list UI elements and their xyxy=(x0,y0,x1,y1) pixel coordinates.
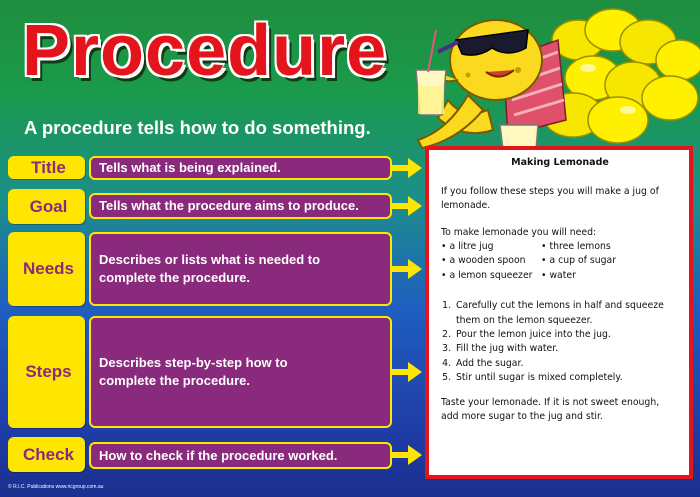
label-title: Title xyxy=(8,156,85,179)
publisher-credit: © R.I.C. Publications www.ricgroup.com.au xyxy=(8,484,104,490)
card-steps-list xyxy=(441,299,679,385)
card-goal: If you follow these steps you will make a jug of lemonade. xyxy=(441,185,659,212)
step-item: 1. Carefully cut the lemons in half and squeeze them on the lemon squeezer. xyxy=(454,299,679,328)
desc-needs: Describes or lists what is needed to complete the procedure. xyxy=(89,232,392,306)
arrow-head-steps xyxy=(408,362,422,382)
label-goal: Goal xyxy=(8,189,85,224)
label-check: Check xyxy=(8,437,85,472)
label-needs: Needs xyxy=(8,232,85,306)
desc-steps: Describes step-by-step how to complete the procedure. xyxy=(89,316,392,428)
poster-title: Procedure xyxy=(22,11,388,91)
need-item: • water xyxy=(541,269,576,281)
need-item: • a litre jug xyxy=(441,240,494,252)
need-item: • three lemons xyxy=(541,240,611,252)
label-steps: Steps xyxy=(8,316,85,428)
arrow-head-needs xyxy=(408,259,422,279)
arrow-head-goal xyxy=(408,196,422,216)
desc-title: Tells what is being explained. xyxy=(89,156,392,180)
step-item: 5. Stir until sugar is mixed completely. xyxy=(454,371,679,385)
card-title: Making Lemonade xyxy=(511,157,609,168)
poster-subtitle: A procedure tells how to do something. xyxy=(24,117,371,138)
card-needs-intro: To make lemonade you will need: xyxy=(441,226,597,238)
desc-goal: Tells what the procedure aims to produce. xyxy=(89,193,392,219)
need-item: • a wooden spoon xyxy=(441,255,526,267)
need-item: • a lemon squeezer xyxy=(441,269,533,281)
need-item: • a cup of sugar xyxy=(541,255,617,267)
card-check: Taste your lemonade. If it is not sweet enough, add more sugar to the jug and stir. xyxy=(441,396,660,422)
step-item: 2. Pour the lemon juice into the jug. xyxy=(454,328,679,342)
card-needs-list xyxy=(441,240,679,283)
arrow-head-check xyxy=(408,445,422,465)
lemon-mascot-illustration xyxy=(408,0,700,150)
step-item: 4. Add the sugar. xyxy=(454,357,679,371)
lemonade-example-card xyxy=(425,146,693,479)
step-item: 3. Fill the jug with water. xyxy=(454,342,679,356)
desc-check: How to check if the procedure worked. xyxy=(89,442,392,469)
lemon-pile-icon xyxy=(543,9,700,143)
arrow-head-title xyxy=(408,158,422,178)
